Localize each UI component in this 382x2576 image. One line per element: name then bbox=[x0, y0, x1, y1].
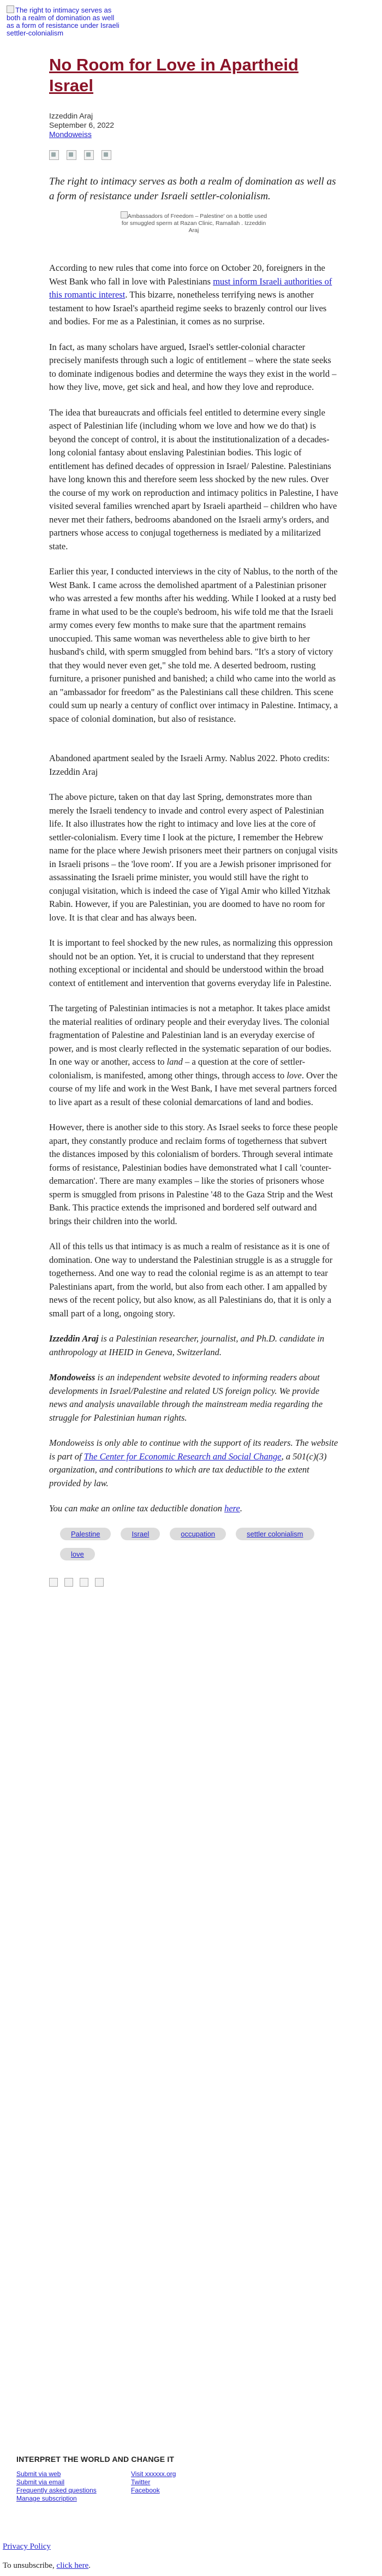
article bbox=[49, 55, 338, 1589]
source-link[interactable]: Mondoweiss bbox=[49, 130, 92, 139]
facebook-icon[interactable] bbox=[49, 150, 59, 160]
submit-email-link[interactable]: Submit via email bbox=[16, 2478, 65, 2486]
share-icons-bottom bbox=[49, 1578, 338, 1589]
article-title[interactable]: No Room for Love in Apartheid Israel bbox=[49, 55, 299, 95]
paragraph: All of this tells us that intimacy is as much a realm of resistance as it is one of domination. One way to understand the Palestinian struggle is as a struggle for togetherness. And one way to read the colonial regime is as an attempt to tear Palestinians apart, from the world, but also from each other. I am appalled by news of the recent policy, but also know, as all Palestinians do, that it is only a small part of a long, ongoing story. bbox=[49, 1241, 333, 1319]
about-mondoweiss: Mondoweiss is an independent website devoted to informing readers about developments in Israel/Palestine and related US foreign policy. We provide news and analysis unavailable through the mainstream media regarding the struggle for Palestinian human rights. bbox=[49, 1372, 323, 1423]
donate-note: You can make an online tax deductible donation here. bbox=[49, 1503, 242, 1513]
footer-col-2 bbox=[131, 2470, 246, 2503]
paragraph: Earlier this year, I conducted interviews in the city of Nablus, to the north of the West Bank. I came across the demolished apartment of a Palestinian prisoner who was arrested a few months after his wedding. While I looked at a rusty bed frame in what used to be the couple's bedroom, his wife told me that the Israeli army comes every few months to make sure that the apartment remains unoccupied. This same woman was nevertheless able to give birth to her husband's child, with sperm smuggled from behind bars. "It's a story of victory that they would never even get," she told me. A deserted bedroom, rusting furniture, a prisoner punished and banished; a child who came into the world as an "ambassador for freedom" as the Palestinians call these children. This scene could sum up nearly a century of conflict over intimacy in Palestine. Intimacy, a space of colonial domination, but also of resistance. bbox=[49, 566, 338, 724]
header-image[interactable] bbox=[7, 5, 121, 44]
article-meta bbox=[49, 111, 338, 139]
print-icon[interactable] bbox=[102, 150, 111, 160]
paragraph: It is important to feel shocked by the new rules, as normalizing this oppression should not be an option. Yet, it is crucial to understand that they represent nothing exceptional or incidental and should be understood within the broad context of entitlement and intervention that governs everyday life in Palestine. bbox=[49, 937, 333, 988]
facebook-link[interactable]: Facebook bbox=[131, 2486, 160, 2494]
share-icons bbox=[49, 150, 338, 161]
author-bio: Izzeddin Araj is a Palestinian researcher, journalist, and Ph.D. candidate in anthropology at IHEID in Geneva, Switzerland. bbox=[49, 1333, 325, 1357]
twitter-link[interactable]: Twitter bbox=[131, 2478, 151, 2486]
broken-image-icon bbox=[121, 211, 128, 218]
tag-palestine[interactable]: Palestine bbox=[60, 1528, 111, 1540]
tag-israel[interactable]: Israel bbox=[121, 1528, 160, 1540]
center-link[interactable]: The Center for Economic Research and Social Change bbox=[83, 1451, 282, 1462]
author: Izzeddin Araj bbox=[49, 111, 93, 120]
paragraph: The targeting of Palestinian intimacies is not a metaphor. It takes place amidst the material realities of ordinary people and their everyday lives. The colonial fragmentation of Palestine and Palestinian land is an everyday exercise of power, and is most clearly reflected in the systematic separation of our bodies. In one way or another, access to land – a question at the core of settler-colonialism, is manifested, among other things, through access to love. Over the course of my life and work in the West Bank, I have met several partners forced to live apart as a result of these colonial demarcations of land and bodies. bbox=[49, 1003, 338, 1107]
footer bbox=[16, 2455, 366, 2503]
standfirst: The right to intimacy serves as both a realm of domination as well as a form of resistance under Israeli settler-colonialism. bbox=[49, 176, 336, 202]
facebook-icon[interactable] bbox=[49, 1578, 58, 1587]
email-icon[interactable] bbox=[84, 150, 94, 160]
twitter-icon[interactable] bbox=[67, 150, 76, 160]
unsubscribe-text: To unsubscribe, click here. bbox=[3, 2561, 91, 2570]
broken-image-icon bbox=[7, 5, 14, 13]
tag-list bbox=[60, 1528, 338, 1568]
visit-site-link[interactable]: Visit xxxxxx.org bbox=[131, 2470, 176, 2478]
manage-subscription-link[interactable]: Manage subscription bbox=[16, 2495, 77, 2502]
paragraph: The above picture, taken on that day last Spring, demonstrates more than merely the Israeli tendency to invade and control every aspect of Palestinian life. It also illustrates how the right to intimacy and love lies at the core of settler-colonialism. Every time I look at the picture, I remember the Hebrew name for the place where Jewish prisoners meet their partners on conjugal visits in Israeli prisons – the 'love room'. If you are a Jewish prisoner imprisoned for assassinating the Israeli prime minister, you would still have the right to conjugal visitation, which is indeed the case of Yigal Amir who killed Yitzhak Rabin. However, if you are Palestinian, you are doomed to have no room for love. It is that clear and has always been. bbox=[49, 792, 338, 923]
tag-love[interactable]: love bbox=[60, 1548, 95, 1560]
bottom-links bbox=[3, 2542, 91, 2571]
donate-link[interactable]: here bbox=[224, 1503, 240, 1513]
tag-settler-colonialism[interactable]: settler colonialism bbox=[236, 1528, 314, 1540]
paragraph: According to new rules that come into force on October 20, foreigners in the West Bank who fall in love with Palestinians must inform Israeli authorities of this romantic interest. This bizarre, nonetheless terrifying news is another testament to how Israel's apartheid regime seeks to brazenly control our lives and bodies. For me as a Palestinian, it comes as no surprise. bbox=[49, 263, 332, 327]
tag-occupation[interactable]: occupation bbox=[170, 1528, 226, 1540]
email-icon[interactable] bbox=[80, 1578, 88, 1587]
header-image-alt: The right to intimacy serves as both a realm of domination as well as a form of resistance under Israeli settler-colonialism bbox=[7, 6, 120, 37]
paragraph: However, there is another side to this story. As Israel seeks to force these people apart, they constantly produce and reclaim forms of togetherness that subvert the distances imposed by this colonialism of borders. Through several intimate forms of resistance, Palestinian bodies have demonstrated what I call 'counter-demarcation'. There are many examples – like the stories of prisoners whose sperm is smuggled from prisons in Palestine '48 to the Gaza Strip and the West Bank. This practice extends the imprisoned and bordered self outward and brings their children into the world. bbox=[49, 1122, 338, 1226]
footer-col-1 bbox=[16, 2470, 131, 2503]
figure-caption: Ambassadors of Freedom – Palestine' on a bottle used for smuggled sperm at Razan Clinic, Ramallah . Izzeddin Araj bbox=[121, 213, 267, 234]
twitter-icon[interactable] bbox=[64, 1578, 73, 1587]
submit-web-link[interactable]: Submit via web bbox=[16, 2470, 61, 2478]
privacy-policy-link[interactable]: Privacy Policy bbox=[3, 2542, 51, 2551]
article-body bbox=[49, 262, 338, 1320]
unsubscribe-link[interactable]: click here bbox=[56, 2561, 89, 2570]
support-note: Mondoweiss is only able to continue with the support of its readers. The website is part of The Center for Economic Research and Social Change, a 501(c)(3) organization, and contributions to which are tax deductible to the extent provided by law. bbox=[49, 1438, 338, 1488]
inline-link[interactable]: must inform Israeli authorities of this romantic interest bbox=[49, 276, 332, 300]
photo-caption: Abandoned apartment sealed by the Israeli Army. Nablus 2022. Photo credits: Izzeddin Araj bbox=[49, 753, 330, 777]
paragraph: In fact, as many scholars have argued, Israel's settler-colonial character precisely manifests through such a logic of entitlement – where the state seeks to dominate indigenous bodies and determine the ways they exist in the world – how they live, move, get sick and heal, and how they love and reproduce. bbox=[49, 341, 337, 392]
footer-heading: INTERPRET THE WORLD AND CHANGE IT bbox=[16, 2455, 175, 2464]
paragraph: The idea that bureaucrats and officials feel entitled to determine every single aspect of Palestinian life (including whom we love and how we do that) is beyond the concept of control, it is about the institutionalization of a decades-long colonial fantasy about enslaving Palestinian bodies. This logic of entitlement has defined decades of oppression in Israel/ Palestine. Palestinians have long known this and therefore seem less shocked by the new rules. Over the course of my work on reproduction and intimacy politics in Palestine, I have visited several families wrenched apart by Israeli apartheid – children who have never met their fathers, bedrooms abandoned on the Israeli army's orders, and partners whose access to conjugal togetherness is mediated by a militarized state. bbox=[49, 407, 338, 551]
figure bbox=[117, 211, 270, 234]
date: September 6, 2022 bbox=[49, 121, 115, 129]
print-icon[interactable] bbox=[95, 1578, 104, 1587]
faq-link[interactable]: Frequently asked questions bbox=[16, 2486, 97, 2494]
